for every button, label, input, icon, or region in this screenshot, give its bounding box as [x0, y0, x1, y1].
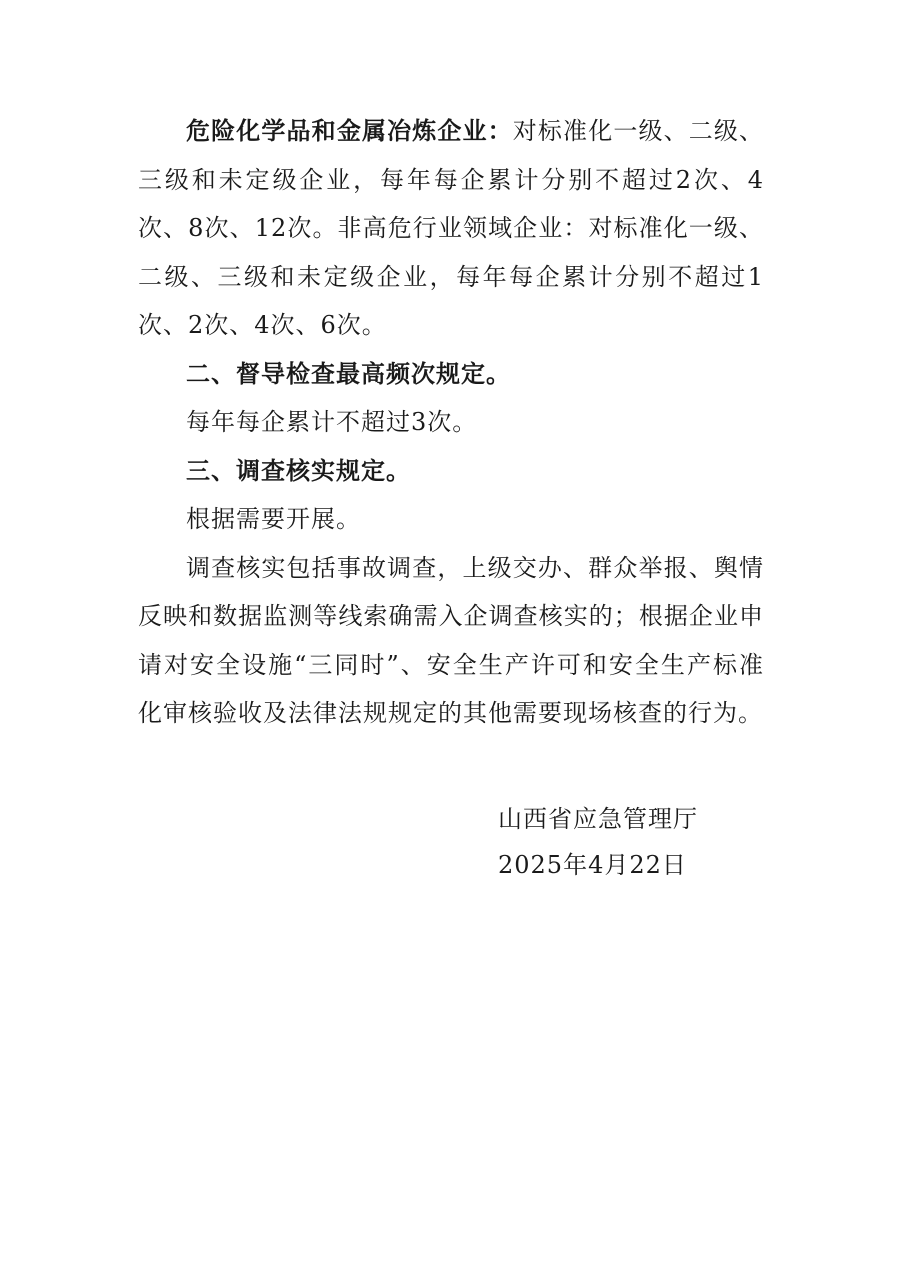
paragraph-lead-bold: 危险化学品和金属冶炼企业：	[186, 117, 513, 145]
paragraph-hazardous-chemicals	[138, 107, 764, 350]
paragraph-investigation-scope: 调查核实包括事故调查，上级交办、群众举报、舆情反映和数据监测等线索确需入企调查核实的；根据企业申请对安全设施“三同时”、安全生产许可和安全生产标准化审核验收及法律法规规定的其他需要现场核查的行为。	[138, 553, 764, 727]
issuing-organization: 山西省应急管理厅	[498, 805, 698, 833]
document-body	[138, 107, 764, 738]
signature-block	[498, 796, 758, 888]
section-heading-investigation: 三、调查核实规定。	[186, 456, 411, 485]
paragraph-text: 对标准化一级、二级、三级和未定级企业，每年每企累计分别不超过2次、4次、8次、12次。非高危行业领域企业：对标准化一级、二级、三级和未定级企业，每年每企累计分别不超过1次、2次、4次、6次。	[138, 117, 765, 339]
paragraph-investigation-need: 根据需要开展。	[186, 505, 361, 533]
paragraph-supervision-limit: 每年每企累计不超过3次。	[186, 408, 478, 436]
section-heading-supervision: 二、督导检查最高频次规定。	[186, 359, 511, 388]
issue-date: 2025年4月22日	[498, 851, 687, 879]
